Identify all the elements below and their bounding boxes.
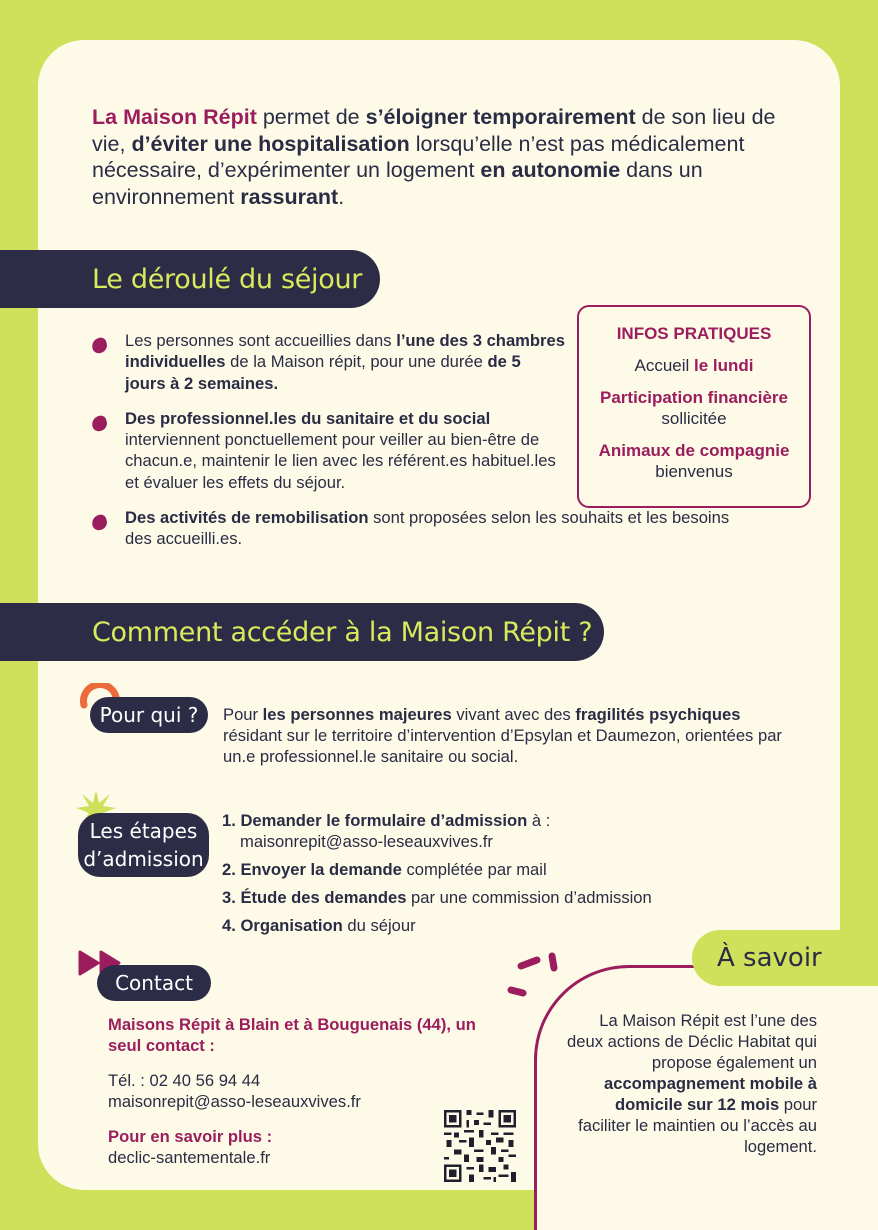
qr-code-icon[interactable] xyxy=(444,1110,516,1182)
admission-steps xyxy=(222,810,802,943)
intro-paragraph: La Maison Répit permet de s’éloigner temporairement de son lieu de vie, d’éviter une hospitalisation lorsqu’elle n’est pas médicalement nécessaire, d’expérimenter un logement en autonomie dans un environnement rassurant. xyxy=(92,105,776,209)
list-item: 3. Étude des demandes par une commission d’admission xyxy=(222,888,652,907)
admission-email[interactable]: maisonrepit@asso-leseauxvives.fr xyxy=(240,832,493,851)
website-link[interactable]: declic-santementale.fr xyxy=(108,1148,271,1167)
infos-line: Animaux de compagnie bienvenus xyxy=(598,441,790,481)
pour-qui-label: Pour qui ? xyxy=(90,697,208,733)
contact-label: Contact xyxy=(97,965,211,1001)
list-item: 1. Demander le formulaire d’admission à : maisonrepit@asso-leseauxvives.fr xyxy=(222,810,802,852)
infos-line: Participation financière sollicitée xyxy=(600,388,788,428)
section-title-sejour: Le déroulé du séjour xyxy=(0,250,380,308)
list-item: 4. Organisation du séjour xyxy=(222,916,416,935)
infos-line: Accueil le lundi xyxy=(634,356,754,375)
bullet-dot-icon xyxy=(90,336,108,354)
bullet-dot-icon xyxy=(90,414,108,432)
list-item: Les personnes sont accueillies dans l’une des 3 chambres individuelles de la Maison répit, pour une durée de 5 jours à 2 semaines. xyxy=(90,330,565,394)
bullet-dot-icon xyxy=(90,513,108,531)
contact-heading: Maisons Répit à Blain et à Bouguenais (44), un seul contact : xyxy=(108,1015,476,1055)
a-savoir-title: À savoir xyxy=(692,930,878,986)
infos-pratiques-box xyxy=(577,305,811,508)
a-savoir-text: La Maison Répit est l’une des deux actions de Déclic Habitat qui propose également un accompagnement mobile à domicile sur 12 mois pour faciliter le maintien ou l’accès au logement. xyxy=(567,1011,817,1156)
infos-title: INFOS PRATIQUES xyxy=(616,324,772,343)
contact-details xyxy=(108,1070,508,1112)
contact-email[interactable]: maisonrepit@asso-leseauxvives.fr xyxy=(108,1092,361,1111)
section-title-acces: Comment accéder à la Maison Répit ? xyxy=(0,603,604,661)
list-item: 2. Envoyer la demande complétée par mail xyxy=(222,860,547,879)
contact-more: Pour en savoir plus : declic-santementale.fr xyxy=(108,1127,273,1167)
etapes-label: Les étapes d’admission xyxy=(78,813,209,877)
list-item: Des activités de remobilisation sont proposées selon les souhaits et les besoins des accueilli.es. xyxy=(90,507,750,550)
list-item: Des professionnel.les du sanitaire et du social interviennent ponctuellement pour veiller au bien-être de chacun.e, maintenir le lien avec les référent.es habituel.les et évaluer les effets du séjour. xyxy=(90,408,565,493)
pour-qui-text: Pour les personnes majeures vivant avec des fragilités psychiques résidant sur le territoire d’intervention d’Epsylan et Daumezon, orientées par un.e professionnel.le sanitaire ou social. xyxy=(223,705,782,766)
sparkle-marks-icon xyxy=(505,948,565,1000)
contact-phone[interactable]: Tél. : 02 40 56 94 44 xyxy=(108,1071,261,1090)
